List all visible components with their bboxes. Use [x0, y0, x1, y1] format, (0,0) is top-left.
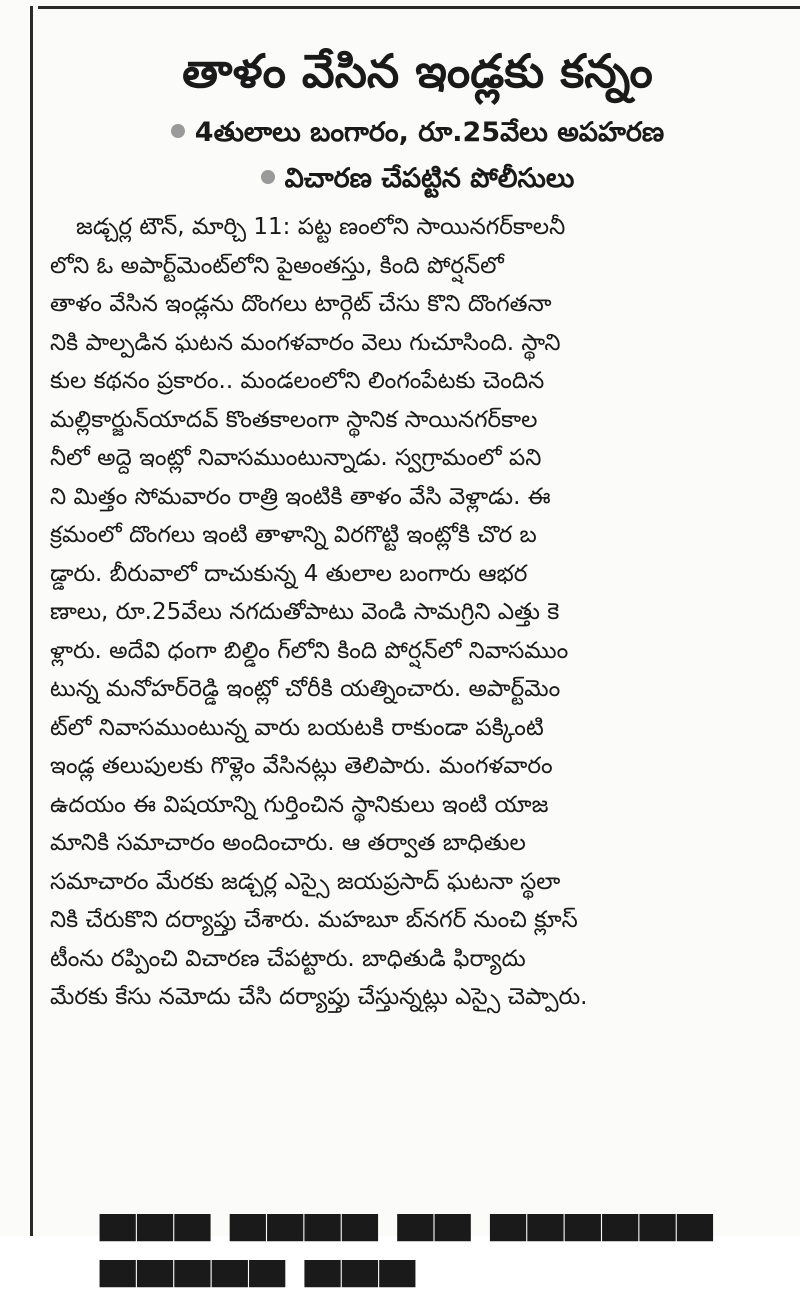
article: [50, 20, 785, 1017]
body-line: మల్లికార్జున్‌యాదవ్ కొంతకాలంగా స్థానిక సాయినగర్‌కాల: [50, 406, 538, 433]
body-line: టున్న మనోహర్‌రెడ్డి ఇంట్లో చోరీకి యత్నించారు. అపార్ట్‌మెం: [50, 676, 561, 702]
top-column-rule: [38, 6, 800, 9]
article-headline: తాళం వేసిన ఇండ్లకు కన్నం: [182, 44, 653, 98]
body-line: నికి పాల్పడిన ఘటన మంగళవారం వెలు గుచూసింది. స్థాని: [50, 329, 561, 356]
body-line: జడ్చర్ల టౌన్, మార్చి 11: పట్ట ణంలోని సాయినగర్‌కాలనీ: [76, 214, 566, 240]
body-line: ని మిత్తం సోమవారం రాత్రి ఇంటికి తాళం వేసి వెళ్లాడు. ఈ: [50, 483, 551, 510]
body-line: క్రమంలో దొంగలు ఇంటి తాళాన్ని విరగొట్టి ఇంట్లోకి చొర బ: [50, 522, 537, 548]
subhead-text: 4తులాలు బంగారం, రూ.25వేలు అపహరణ: [194, 117, 665, 148]
body-line: ఇండ్ల తలుపులకు గొళ్లెం వేసినట్లు తెలిపారు. మంగళవారం: [50, 753, 553, 779]
bullet-icon: [171, 124, 185, 138]
body-line: ఉదయం ఈ విషయాన్ని గుర్తించిన స్థానికులు ఇంటి యాజ: [50, 791, 549, 818]
article-subhead-1: [50, 110, 785, 156]
body-line: నికి చేరుకొని దర్యాప్తు చేశారు. మహబూ బ్‌నగర్ నుంచి క్లూస్: [50, 907, 578, 933]
body-line: డ్డారు. బీరువాలో దాచుకున్న 4 తులాల బంగారు ఆభర: [50, 560, 528, 587]
body-line: తాళం వేసిన ఇండ్లను దొంగలు టార్గెట్ చేసు కొని దొంగతనా: [50, 291, 552, 317]
body-line: ళ్లారు. అదేవి ధంగా బిల్డిం గ్‌లోని కింది పోర్షన్‌లో నివాసముం: [50, 637, 569, 664]
body-line: ట్‌లో నివాసముంటున్న వారు బయటకి రాకుండా పక్కింటి: [50, 714, 544, 741]
body-line: సమాచారం మేరకు జడ్చర్ల ఎస్సై జయప్రసాద్ ఘటనా స్థలా: [50, 868, 561, 895]
subhead-text: విచారణ చేపట్టిన పోలీసులు: [284, 163, 575, 194]
article-body: [50, 208, 785, 1017]
body-line: కుల కథనం ప్రకారం.. మండలంలోని లింగంపేటకు చెందిన: [50, 368, 545, 394]
body-line: ణాలు, రూ.25వేలు నగదుతోపాటు వెండి సామగ్రిని ఎత్తు కె: [50, 599, 560, 625]
body-line: టీంను రప్పించి విచారణ చేపట్టారు. బాధితుడి ఫిర్యాదు: [50, 945, 526, 972]
next-article-cut-headline: [100, 1214, 750, 1314]
article-subhead-2: [50, 156, 785, 202]
body-line: లోని ఓ అపార్ట్‌మెంట్‌లోని పైఅంతస్తు, కింది పోర్షన్‌లో: [50, 252, 504, 279]
body-line: మేరకు కేసు నమోదు చేసి దర్యాప్తు చేస్తున్నట్లు ఎస్సై చెప్పారు.: [50, 984, 588, 1010]
bullet-icon: [261, 170, 275, 184]
body-line: నీలో అద్దె ఇంట్లో నివాసముంటున్నాడు. స్వగ్రామంలో పని: [50, 445, 542, 471]
left-column-rule: [30, 6, 33, 1236]
cut-headline-fragment: ▀▀▀ ▀▀▀▀ ▀▀ ▀▀▀▀▀▀ ▀▀▀▀▀ ▀▀▀: [100, 1214, 715, 1314]
body-line: మానికి సమాచారం అందించారు. ఆ తర్వాత బాధితుల: [50, 830, 526, 856]
